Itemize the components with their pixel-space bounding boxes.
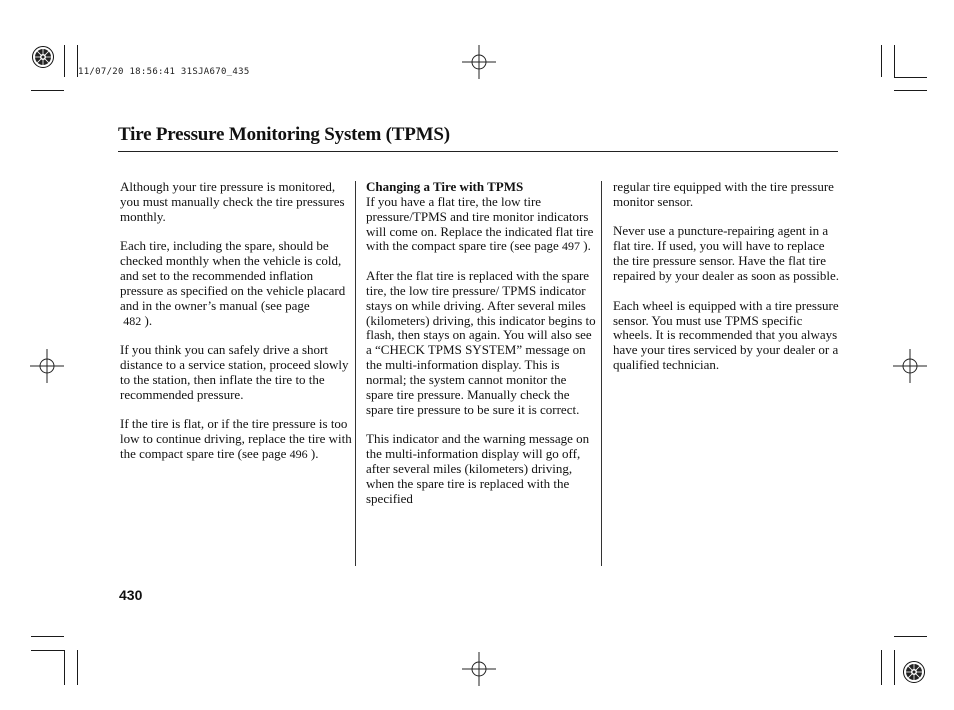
page-number: 430 (119, 587, 143, 603)
column-divider (355, 181, 356, 566)
paragraph-text: If you have a flat tire, the low tire pressure/TPMS and tire monitor indicators will come on. Replace the indicated flat tire with the compact spare tire (see page (366, 193, 594, 254)
column-3 (613, 180, 843, 388)
page-reference-link[interactable]: 482 (123, 313, 142, 328)
paragraph (120, 239, 352, 328)
paragraph (366, 180, 596, 254)
column-1 (120, 180, 352, 477)
registration-mark-icon (893, 349, 927, 383)
section-heading: Changing a Tire with TPMS (366, 179, 524, 194)
registration-mark-icon (462, 45, 496, 79)
paragraph: regular tire equipped with the tire pressure monitor sensor. (613, 179, 834, 209)
paragraph: Although your tire pressure is monitored, you must manually check the tire pressures monthly. (120, 179, 345, 224)
column-2 (366, 180, 596, 521)
paragraph: If you think you can safely drive a short distance to a service station, proceed slowly to the station, then inflate the tire to the recommended pressure. (120, 342, 349, 402)
paragraph: Each wheel is equipped with a tire pressure sensor. You must use TPMS specific wheels. It is recommended that you always have your tires serviced by your dealer or a qualified technician. (613, 297, 839, 373)
color-target-icon (31, 45, 55, 69)
page-reference-link[interactable]: 496 (289, 447, 308, 462)
paragraph: After the flat tire is replaced with the spare tire, the low tire pressure/ TPMS indicator stays on while driving. After several miles (kilometers) driving, this indicator begins to flash, then stays on again. You will also see a “CHECK TPMS SYSTEM” message on the multi-information display. This is normal; the system cannot monitor the spare tire pressure. Manually check the spare tire pressure to be sure it is correct. (366, 268, 596, 417)
paragraph-text: If the tire is flat, or if the tire pressure is too low to continue driving, replace the tire with the compact spare tire (see page (120, 416, 352, 462)
paragraph-text: ). (583, 238, 591, 254)
print-stamp: 11/07/20 18:56:41 31SJA670_435 (78, 67, 250, 77)
paragraph-text: Each tire, including the spare, should be checked monthly when the vehicle is cold, and set to the recommended inflation pressure as specified on the vehicle placard and in the owner’s manual (see page (120, 238, 346, 313)
paragraph-text: ). (144, 312, 153, 328)
page-title: Tire Pressure Monitoring System (TPMS) (118, 124, 450, 145)
paragraph-text: ). (310, 446, 319, 462)
column-divider (601, 181, 602, 566)
title-rule (118, 151, 838, 152)
paragraph: This indicator and the warning message on the multi-information display will go off, after several miles (kilometers) driving, when the spare tire is replaced with the specified (366, 431, 590, 506)
registration-mark-icon (30, 349, 64, 383)
paragraph (120, 417, 352, 462)
color-target-icon (902, 660, 926, 684)
page-reference-link[interactable]: 497 (562, 239, 580, 254)
paragraph: Never use a puncture-repairing agent in a flat tire. If used, you will have to replace the tire pressure sensor. Have the flat tire repaired by your dealer as soon as possible. (613, 223, 839, 284)
registration-mark-icon (462, 652, 496, 686)
